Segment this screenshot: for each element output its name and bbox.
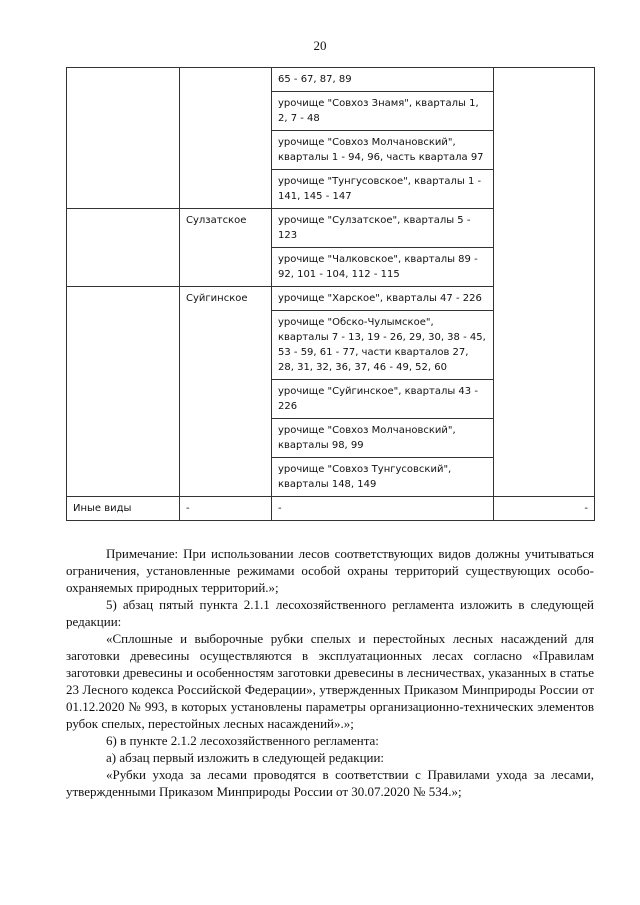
tract-cell: урочище "Совхоз Молчановский", кварталы 98, 99 — [272, 419, 494, 458]
dash-cell: - — [272, 497, 494, 521]
quote-paragraph: «Сплошные и выборочные рубки спелых и перестойных лесных насаждений для заготовки древесины осуществляются в эксплуатационных лесах согласно «Правилам заготовки древесины и особенностям заготовки древесины в лесничествах, указанных в статье 23 Лесного кодекса Российской Федерации», утвержденных Приказом Минприроды России от 01.12.2020 № 993, в которых установлены параметры организационно-технических элементов рубок спелых, перестойных лесных насаждений».»; — [66, 631, 594, 731]
forestry-cell — [180, 68, 272, 209]
type-cell — [67, 68, 180, 209]
tract-cell: урочище "Обско-Чулымское", кварталы 7 - 13, 19 - 26, 29, 30, 38 - 45, 53 - 59, 61 - 77, части кварталов 27, 28, 31, 32, 36, 37, 46 - 49, 52, 60 — [272, 311, 494, 380]
forestry-name: Сулзатское — [180, 209, 272, 287]
item-6-paragraph: 6) в пункте 2.1.2 лесохозяйственного регламента: — [106, 733, 379, 748]
subitem-a-paragraph: а) абзац первый изложить в следующей редакции: — [106, 750, 385, 765]
tract-cell: урочище "Тунгусовское", кварталы 1 - 141, 145 - 147 — [272, 170, 494, 209]
other-types-label: Иные виды — [67, 497, 180, 521]
table-row — [67, 68, 595, 92]
tract-cell: урочище "Совхоз Знамя", кварталы 1, 2, 7 - 48 — [272, 92, 494, 131]
tract-cell: урочище "Харское", кварталы 47 - 226 — [272, 287, 494, 311]
table-row-other-types — [67, 497, 595, 521]
note-paragraph: Примечание: При использовании лесов соответствующих видов должны учитываться ограничения, установленные режимами особой охраны территорий существующих особо-охраняемых природных территорий.»; — [66, 546, 594, 595]
tract-cell: урочище "Суйгинское", кварталы 43 - 226 — [272, 380, 494, 419]
dash-cell: - — [494, 497, 595, 521]
tract-cell: 65 - 67, 87, 89 — [272, 68, 494, 92]
forest-zones-table — [66, 67, 595, 521]
type-cell — [67, 209, 180, 287]
item-5-paragraph: 5) абзац пятый пункта 2.1.1 лесохозяйственного регламента изложить в следующей редакции: — [66, 597, 594, 629]
tract-cell: урочище "Сулзатское", кварталы 5 - 123 — [272, 209, 494, 248]
tract-cell: урочище "Совхоз Молчановский", кварталы 1 - 94, 96, часть квартала 97 — [272, 131, 494, 170]
notes-cell — [494, 68, 595, 497]
amendment-text — [66, 545, 594, 800]
quote-paragraph-2: «Рубки ухода за лесами проводятся в соответствии с Правилами ухода за лесами, утвержденными Приказом Минприроды России от 30.07.2020 № 534.»; — [66, 767, 594, 799]
page-number: 20 — [313, 38, 327, 53]
type-cell — [67, 287, 180, 497]
tract-cell: урочище "Совхоз Тунгусовский", кварталы 148, 149 — [272, 458, 494, 497]
tract-cell: урочище "Чалковское", кварталы 89 - 92, 101 - 104, 112 - 115 — [272, 248, 494, 287]
forestry-name: Суйгинское — [180, 287, 272, 497]
dash-cell: - — [180, 497, 272, 521]
